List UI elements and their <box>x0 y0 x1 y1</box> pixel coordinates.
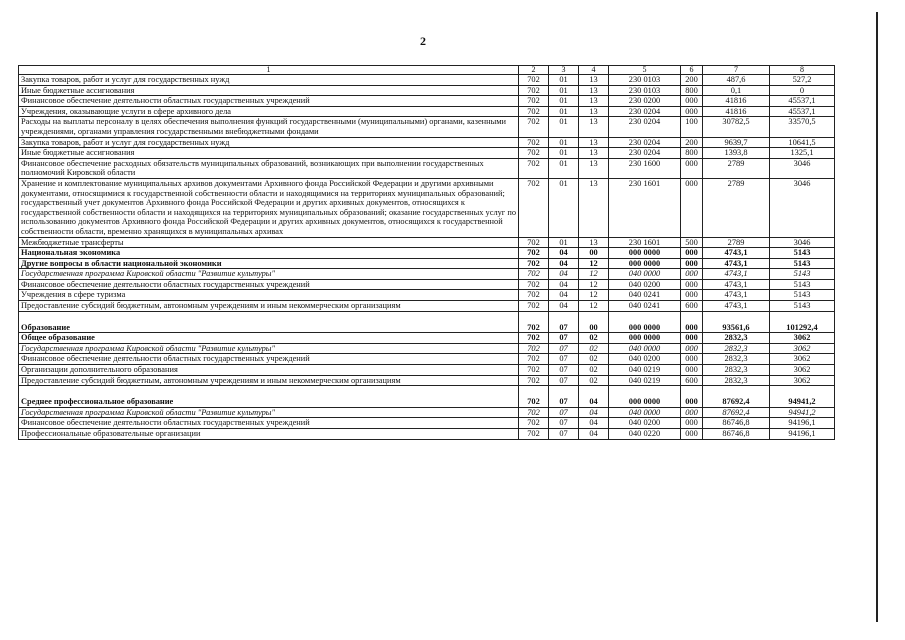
table-row <box>19 418 835 429</box>
row-name-cell: Профессиональные образовательные организации <box>19 429 519 440</box>
year1-amount-cell: 4743,1 <box>703 301 770 312</box>
section-code-cell: 04 <box>549 301 579 312</box>
gov-code-cell: 702 <box>519 85 549 96</box>
expense-type-cell: 000 <box>681 258 703 269</box>
gov-code-cell: 702 <box>519 311 549 333</box>
expense-type-cell: 800 <box>681 148 703 159</box>
expense-type-cell: 800 <box>681 85 703 96</box>
table-row <box>19 158 835 178</box>
row-name-cell: Учреждения в сфере туризма <box>19 290 519 301</box>
subsection-code-cell: 02 <box>579 354 609 365</box>
year2-amount-cell: 101292,4 <box>770 311 835 333</box>
gov-code-cell: 702 <box>519 248 549 259</box>
year1-amount-cell: 487,6 <box>703 75 770 86</box>
subsection-code-cell: 12 <box>579 279 609 290</box>
column-header: 5 <box>609 66 681 75</box>
expense-type-cell: 200 <box>681 137 703 148</box>
subsection-code-cell: 13 <box>579 117 609 137</box>
section-code-cell: 01 <box>549 117 579 137</box>
subsection-code-cell: 04 <box>579 418 609 429</box>
subsection-code-cell: 02 <box>579 375 609 386</box>
column-header: 8 <box>770 66 835 75</box>
year1-amount-cell: 93561,6 <box>703 311 770 333</box>
row-name-cell: Другие вопросы в области национальной экономики <box>19 258 519 269</box>
section-code-cell: 07 <box>549 429 579 440</box>
expense-type-cell: 000 <box>681 386 703 408</box>
target-article-cell: 040 0200 <box>609 418 681 429</box>
expense-type-cell: 200 <box>681 75 703 86</box>
section-code-cell: 07 <box>549 375 579 386</box>
expense-type-cell: 000 <box>681 365 703 376</box>
target-article-cell: 000 0000 <box>609 258 681 269</box>
target-article-cell: 230 1600 <box>609 158 681 178</box>
table-row <box>19 237 835 248</box>
table-row <box>19 290 835 301</box>
target-article-cell: 230 0204 <box>609 106 681 117</box>
table-row <box>19 343 835 354</box>
subsection-code-cell: 12 <box>579 301 609 312</box>
year1-amount-cell: 0,1 <box>703 85 770 96</box>
table-row <box>19 375 835 386</box>
year1-amount-cell: 9639,7 <box>703 137 770 148</box>
expense-type-cell: 000 <box>681 96 703 107</box>
expense-type-cell: 600 <box>681 301 703 312</box>
gov-code-cell: 702 <box>519 96 549 107</box>
gov-code-cell: 702 <box>519 279 549 290</box>
section-code-cell: 01 <box>549 148 579 159</box>
year2-amount-cell: 3062 <box>770 343 835 354</box>
section-code-cell: 04 <box>549 279 579 290</box>
gov-code-cell: 702 <box>519 106 549 117</box>
target-article-cell: 040 0241 <box>609 301 681 312</box>
table-row <box>19 365 835 376</box>
gov-code-cell: 702 <box>519 375 549 386</box>
column-header: 1 <box>19 66 519 75</box>
expense-type-cell: 000 <box>681 407 703 418</box>
row-name-cell: Предоставление субсидий бюджетным, автономным учреждениям и иным некоммерческим организациям <box>19 301 519 312</box>
expense-type-cell: 000 <box>681 333 703 344</box>
table-row <box>19 137 835 148</box>
year1-amount-cell: 41816 <box>703 96 770 107</box>
section-code-cell: 04 <box>549 290 579 301</box>
column-header: 6 <box>681 66 703 75</box>
year2-amount-cell: 5143 <box>770 269 835 280</box>
column-header: 2 <box>519 66 549 75</box>
expense-type-cell: 000 <box>681 429 703 440</box>
target-article-cell: 040 0200 <box>609 279 681 290</box>
target-article-cell: 040 0220 <box>609 429 681 440</box>
year2-amount-cell: 3046 <box>770 158 835 178</box>
gov-code-cell: 702 <box>519 117 549 137</box>
target-article-cell: 040 0219 <box>609 375 681 386</box>
section-code-cell: 01 <box>549 158 579 178</box>
row-name-cell: Учреждения, оказывающие услуги в сфере архивного дела <box>19 106 519 117</box>
year1-amount-cell: 2832,3 <box>703 333 770 344</box>
row-name-cell: Государственная программа Кировской области "Развитие культуры" <box>19 343 519 354</box>
expense-type-cell: 000 <box>681 269 703 280</box>
subsection-code-cell: 13 <box>579 237 609 248</box>
expense-type-cell: 000 <box>681 178 703 237</box>
subsection-code-cell: 13 <box>579 85 609 96</box>
gov-code-cell: 702 <box>519 290 549 301</box>
year2-amount-cell: 45537,1 <box>770 96 835 107</box>
year2-amount-cell: 94196,1 <box>770 418 835 429</box>
row-name-cell: Финансовое обеспечение деятельности областных государственных учреждений <box>19 279 519 290</box>
table-header <box>19 66 835 75</box>
year2-amount-cell: 3046 <box>770 178 835 237</box>
section-code-cell: 01 <box>549 85 579 96</box>
target-article-cell: 230 1601 <box>609 178 681 237</box>
row-name-cell: Расходы на выплаты персоналу в целях обеспечения выполнения функций государственными (муниципальными) органами, казенными учреждениями, органами управления государственными внебюджетными фондами <box>19 117 519 137</box>
expense-type-cell: 000 <box>681 343 703 354</box>
year2-amount-cell: 3046 <box>770 237 835 248</box>
year1-amount-cell: 30782,5 <box>703 117 770 137</box>
row-name-cell: Финансовое обеспечение деятельности областных государственных учреждений <box>19 418 519 429</box>
row-name-cell: Государственная программа Кировской области "Развитие культуры" <box>19 269 519 280</box>
target-article-cell: 230 0204 <box>609 117 681 137</box>
year2-amount-cell: 3062 <box>770 354 835 365</box>
year1-amount-cell: 86746,8 <box>703 418 770 429</box>
gov-code-cell: 702 <box>519 301 549 312</box>
subsection-code-cell: 04 <box>579 407 609 418</box>
subsection-code-cell: 02 <box>579 365 609 376</box>
year2-amount-cell: 3062 <box>770 333 835 344</box>
table-row <box>19 96 835 107</box>
row-name-cell: Финансовое обеспечение деятельности областных государственных учреждений <box>19 96 519 107</box>
year1-amount-cell: 1393,8 <box>703 148 770 159</box>
subsection-code-cell: 13 <box>579 106 609 117</box>
year1-amount-cell: 4743,1 <box>703 290 770 301</box>
table-row <box>19 354 835 365</box>
row-name-cell: Общее образование <box>19 333 519 344</box>
table-row <box>19 429 835 440</box>
year1-amount-cell: 2789 <box>703 158 770 178</box>
subsection-code-cell: 02 <box>579 333 609 344</box>
target-article-cell: 230 0204 <box>609 137 681 148</box>
expense-type-cell: 600 <box>681 375 703 386</box>
year2-amount-cell: 5143 <box>770 279 835 290</box>
gov-code-cell: 702 <box>519 158 549 178</box>
section-code-cell: 07 <box>549 343 579 354</box>
target-article-cell: 000 0000 <box>609 248 681 259</box>
target-article-cell: 040 0000 <box>609 269 681 280</box>
table-row <box>19 258 835 269</box>
expense-type-cell: 000 <box>681 354 703 365</box>
section-code-cell: 07 <box>549 407 579 418</box>
row-name-cell: Организации дополнительного образования <box>19 365 519 376</box>
subsection-code-cell: 00 <box>579 248 609 259</box>
section-code-cell: 04 <box>549 258 579 269</box>
year1-amount-cell: 4743,1 <box>703 248 770 259</box>
table-row <box>19 75 835 86</box>
target-article-cell: 040 0200 <box>609 354 681 365</box>
section-code-cell: 07 <box>549 418 579 429</box>
row-name-cell: Межбюджетные трансферты <box>19 237 519 248</box>
expense-type-cell: 000 <box>681 311 703 333</box>
section-code-cell: 04 <box>549 248 579 259</box>
row-name-cell: Финансовое обеспечение деятельности областных государственных учреждений <box>19 354 519 365</box>
gov-code-cell: 702 <box>519 75 549 86</box>
gov-code-cell: 702 <box>519 386 549 408</box>
row-name-cell: Хранение и комплектование муниципальных архивов документами Архивного фонда Российской Федерации и другими архивными документами, относящимися к государственной собственности области и находящимися на территориях муниципальных образований; государственный учет документов Архивного фонда Российской Федерации и других архивных документов, относящихся к государственной собственности области и находящихся на территориях муниципальных образований; оказание государственных услуг по использованию документов Архивного фонда Российской Федерации и других архивных документов, относящихся к государственной собственности области, временно хранящихся в муниципальных архивах <box>19 178 519 237</box>
target-article-cell: 230 1601 <box>609 237 681 248</box>
subsection-code-cell: 13 <box>579 137 609 148</box>
gov-code-cell: 702 <box>519 178 549 237</box>
year1-amount-cell: 2832,3 <box>703 365 770 376</box>
subsection-code-cell: 04 <box>579 386 609 408</box>
year1-amount-cell: 2832,3 <box>703 343 770 354</box>
gov-code-cell: 702 <box>519 137 549 148</box>
table-row <box>19 248 835 259</box>
row-name-cell: Закупка товаров, работ и услуг для государственных нужд <box>19 75 519 86</box>
target-article-cell: 000 0000 <box>609 333 681 344</box>
year1-amount-cell: 2832,3 <box>703 375 770 386</box>
scan-edge-line <box>876 12 878 622</box>
expense-type-cell: 000 <box>681 158 703 178</box>
gov-code-cell: 702 <box>519 407 549 418</box>
target-article-cell: 230 0200 <box>609 96 681 107</box>
subsection-code-cell: 12 <box>579 290 609 301</box>
column-number-row <box>19 66 835 75</box>
gov-code-cell: 702 <box>519 333 549 344</box>
target-article-cell: 230 0103 <box>609 75 681 86</box>
year1-amount-cell: 87692,4 <box>703 407 770 418</box>
gov-code-cell: 702 <box>519 237 549 248</box>
row-name-cell: Иные бюджетные ассигнования <box>19 85 519 96</box>
page-number: 2 <box>420 34 426 48</box>
section-code-cell: 07 <box>549 354 579 365</box>
year2-amount-cell: 45537,1 <box>770 106 835 117</box>
row-name-cell: Закупка товаров, работ и услуг для государственных нужд <box>19 137 519 148</box>
year1-amount-cell: 2832,3 <box>703 354 770 365</box>
gov-code-cell: 702 <box>519 269 549 280</box>
section-code-cell: 01 <box>549 237 579 248</box>
target-article-cell: 000 0000 <box>609 386 681 408</box>
expense-type-cell: 100 <box>681 117 703 137</box>
year1-amount-cell: 4743,1 <box>703 269 770 280</box>
subsection-code-cell: 12 <box>579 269 609 280</box>
row-name-cell: Финансовое обеспечение расходных обязательств муниципальных образований, возникающих при выполнении государственных полномочий Кировской области <box>19 158 519 178</box>
year1-amount-cell: 2789 <box>703 178 770 237</box>
row-name-cell: Образование <box>19 311 519 333</box>
table-row <box>19 117 835 137</box>
gov-code-cell: 702 <box>519 148 549 159</box>
target-article-cell: 230 0204 <box>609 148 681 159</box>
section-code-cell: 01 <box>549 96 579 107</box>
year2-amount-cell: 527,2 <box>770 75 835 86</box>
section-code-cell: 01 <box>549 106 579 117</box>
target-article-cell: 230 0103 <box>609 85 681 96</box>
year1-amount-cell: 87692,4 <box>703 386 770 408</box>
subsection-code-cell: 13 <box>579 158 609 178</box>
year1-amount-cell: 86746,8 <box>703 429 770 440</box>
subsection-code-cell: 12 <box>579 258 609 269</box>
subsection-code-cell: 13 <box>579 148 609 159</box>
section-code-cell: 07 <box>549 311 579 333</box>
table-row <box>19 279 835 290</box>
year2-amount-cell: 94941,2 <box>770 386 835 408</box>
gov-code-cell: 702 <box>519 365 549 376</box>
year2-amount-cell: 5143 <box>770 290 835 301</box>
expense-type-cell: 000 <box>681 418 703 429</box>
row-name-cell: Национальная экономика <box>19 248 519 259</box>
table-row <box>19 333 835 344</box>
subsection-code-cell: 04 <box>579 429 609 440</box>
row-name-cell: Государственная программа Кировской области "Развитие культуры" <box>19 407 519 418</box>
table-row <box>19 178 835 237</box>
table-body <box>19 75 835 440</box>
year2-amount-cell: 10641,5 <box>770 137 835 148</box>
gov-code-cell: 702 <box>519 418 549 429</box>
year2-amount-cell: 5143 <box>770 258 835 269</box>
expense-type-cell: 500 <box>681 237 703 248</box>
table-row <box>19 269 835 280</box>
table-row <box>19 106 835 117</box>
section-code-cell: 07 <box>549 365 579 376</box>
table-row <box>19 85 835 96</box>
year1-amount-cell: 2789 <box>703 237 770 248</box>
section-code-cell: 01 <box>549 137 579 148</box>
section-code-cell: 04 <box>549 269 579 280</box>
section-code-cell: 07 <box>549 386 579 408</box>
subsection-code-cell: 00 <box>579 311 609 333</box>
gov-code-cell: 702 <box>519 354 549 365</box>
gov-code-cell: 702 <box>519 258 549 269</box>
year2-amount-cell: 33570,5 <box>770 117 835 137</box>
table-row <box>19 148 835 159</box>
year2-amount-cell: 5143 <box>770 248 835 259</box>
table-row <box>19 301 835 312</box>
section-code-cell: 07 <box>549 333 579 344</box>
gov-code-cell: 702 <box>519 429 549 440</box>
target-article-cell: 000 0000 <box>609 311 681 333</box>
section-code-cell: 01 <box>549 75 579 86</box>
subsection-code-cell: 13 <box>579 75 609 86</box>
year2-amount-cell: 94941,2 <box>770 407 835 418</box>
target-article-cell: 040 0000 <box>609 407 681 418</box>
target-article-cell: 040 0219 <box>609 365 681 376</box>
year2-amount-cell: 3062 <box>770 365 835 376</box>
row-name-cell: Среднее профессиональное образование <box>19 386 519 408</box>
target-article-cell: 040 0241 <box>609 290 681 301</box>
expense-type-cell: 000 <box>681 290 703 301</box>
year1-amount-cell: 4743,1 <box>703 279 770 290</box>
subsection-code-cell: 13 <box>579 96 609 107</box>
year2-amount-cell: 0 <box>770 85 835 96</box>
row-name-cell: Предоставление субсидий бюджетным, автономным учреждениям и иным некоммерческим организациям <box>19 375 519 386</box>
target-article-cell: 040 0000 <box>609 343 681 354</box>
subsection-code-cell: 13 <box>579 178 609 237</box>
column-header: 3 <box>549 66 579 75</box>
year2-amount-cell: 94196,1 <box>770 429 835 440</box>
column-header: 7 <box>703 66 770 75</box>
subsection-code-cell: 02 <box>579 343 609 354</box>
budget-table <box>18 65 835 440</box>
year1-amount-cell: 41816 <box>703 106 770 117</box>
table-row <box>19 311 835 333</box>
year2-amount-cell: 1325,1 <box>770 148 835 159</box>
expense-type-cell: 000 <box>681 279 703 290</box>
gov-code-cell: 702 <box>519 343 549 354</box>
expense-type-cell: 000 <box>681 106 703 117</box>
expense-type-cell: 000 <box>681 248 703 259</box>
table-row <box>19 386 835 408</box>
table-row <box>19 407 835 418</box>
row-name-cell: Иные бюджетные ассигнования <box>19 148 519 159</box>
column-header: 4 <box>579 66 609 75</box>
year2-amount-cell: 3062 <box>770 375 835 386</box>
year2-amount-cell: 5143 <box>770 301 835 312</box>
section-code-cell: 01 <box>549 178 579 237</box>
year1-amount-cell: 4743,1 <box>703 258 770 269</box>
